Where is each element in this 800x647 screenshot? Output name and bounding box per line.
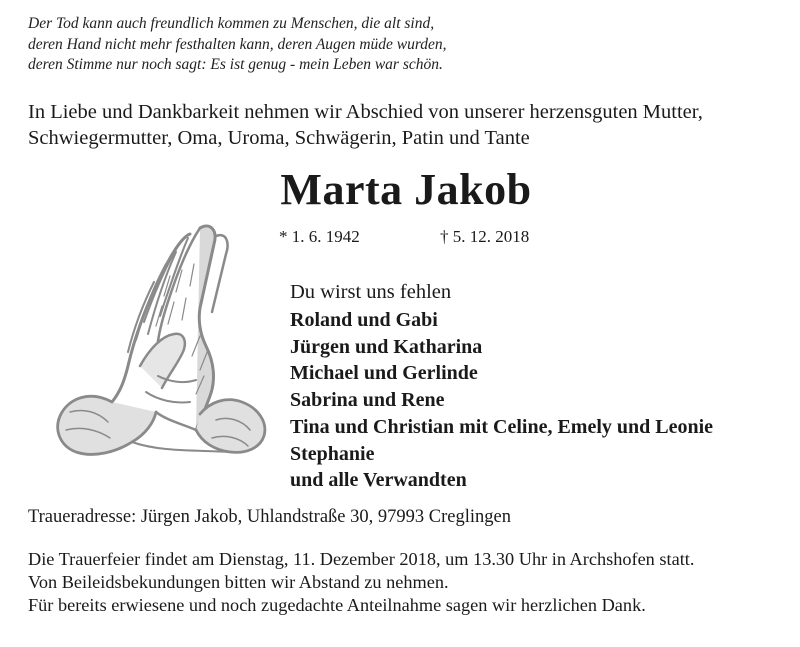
poem-line: Der Tod kann auch freundlich kommen zu Menschen, die alt sind, [28, 15, 435, 32]
deceased-name: Marta Jakob [280, 165, 532, 214]
intro-line: In Liebe und Dankbarkeit nehmen wir Abschied von unserer herzensguten Mutter, [28, 101, 703, 123]
list-item: Sabrina und Rene [290, 389, 445, 412]
poem-line: deren Hand nicht mehr festhalten kann, deren Augen müde wurden, [28, 35, 447, 53]
list-item: Roland und Gabi [290, 309, 438, 331]
list-item: und alle Verwandten [290, 469, 467, 492]
list-item: Michael und Gerlinde [290, 362, 478, 385]
mourners-list [290, 307, 713, 494]
list-item: Stephanie [290, 442, 375, 465]
mourners-heading: Du wirst uns fehlen [290, 281, 452, 303]
mourning-address: Traueradresse: Jürgen Jakob, Uhlandstraße 30, 97993 Creglingen [28, 507, 511, 527]
death-date: † 5. 12. 2018 [440, 227, 530, 246]
praying-hands-icon [50, 216, 275, 466]
intro-line: Schwiegermutter, Oma, Uroma, Schwägerin, Patin und Tante [28, 127, 530, 149]
intro-text [28, 99, 703, 151]
closing-text [28, 548, 694, 617]
closing-line: Für bereits erwiesene und noch zugedachte Anteilnahme sagen wir herzlichen Dank. [28, 595, 646, 615]
list-item: Tina und Christian mit Celine, Emely und Leonie [290, 415, 714, 438]
poem [28, 14, 447, 76]
list-item: Jürgen und Katharina [290, 335, 483, 358]
birth-date: * 1. 6. 1942 [279, 227, 360, 246]
closing-line: Von Beileidsbekundungen bitten wir Abstand zu nehmen. [28, 572, 449, 592]
closing-line: Die Trauerfeier findet am Dienstag, 11. Dezember 2018, um 13.30 Uhr in Archshofen statt. [28, 549, 695, 569]
poem-line: deren Stimme nur noch sagt: Es ist genug - mein Leben war schön. [28, 56, 443, 73]
